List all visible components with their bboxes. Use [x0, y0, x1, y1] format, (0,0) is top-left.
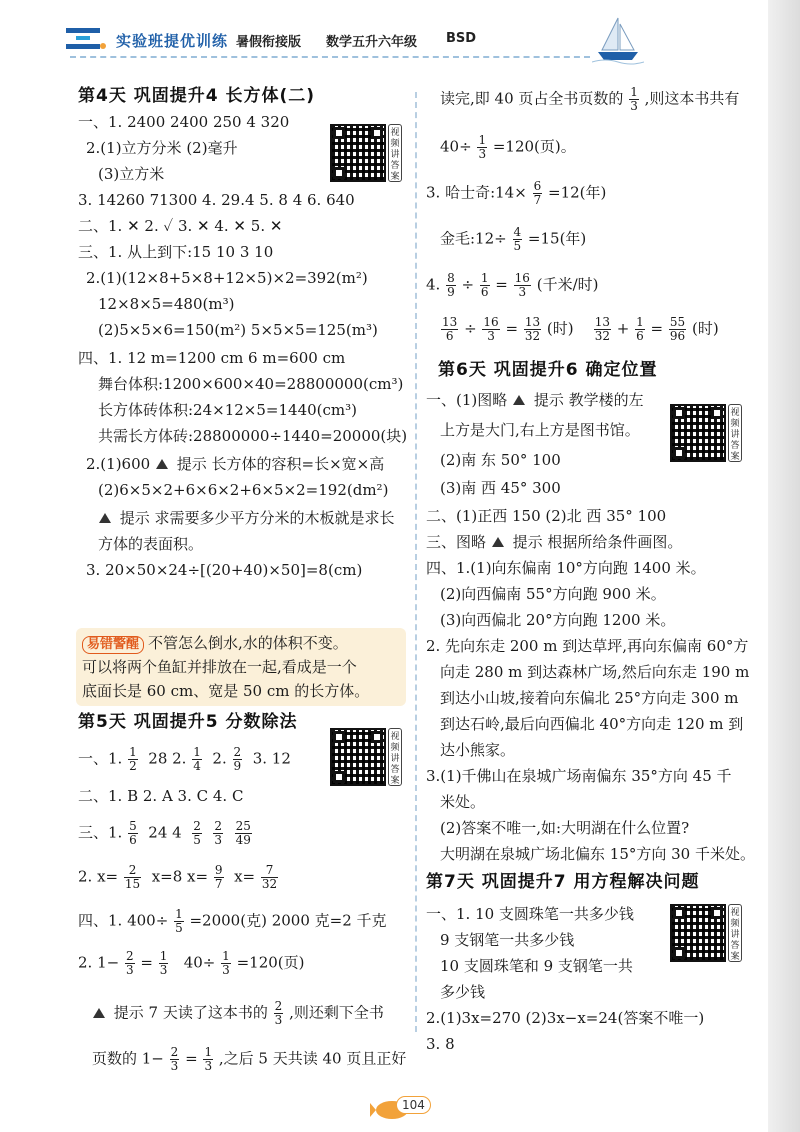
answer-line: 2.(1)(12×8+5×8+12×5)×2=392(m²)	[86, 269, 368, 287]
qr-corner	[333, 167, 345, 179]
answer-line: 多少钱	[440, 983, 486, 1001]
numerator: 2	[233, 745, 242, 759]
answer-text: 3. 12	[252, 749, 291, 768]
hint-text: 提示 7 天读了这本书的	[113, 1003, 268, 1022]
answer-text: 4.	[426, 275, 441, 294]
answer-text: 2.(1)600	[86, 455, 151, 473]
answer-line: 米处。	[440, 793, 486, 811]
hint-line	[440, 134, 766, 180]
denominator: 3	[487, 329, 495, 343]
warning-line	[82, 632, 348, 654]
answer-text: =120(页)	[236, 953, 305, 972]
hint-icon	[98, 512, 112, 524]
qr-corner	[333, 127, 345, 139]
fraction	[513, 226, 523, 253]
fraction	[235, 820, 252, 847]
answer-text: 24 4	[148, 823, 182, 842]
numerator: 2	[124, 864, 141, 878]
denominator: 3	[214, 833, 223, 847]
fraction	[128, 820, 138, 847]
answer-line: (3)立方米	[98, 165, 165, 183]
answer-line: 2. 先向东走 200 m 到达草坪,再向东偏南 60°方	[426, 637, 749, 655]
answer-line: 3. 8	[426, 1035, 455, 1053]
hint-icon	[491, 536, 505, 548]
denominator: 9	[447, 285, 455, 299]
answer-text: =2000(克) 2000 克=2 千克	[189, 911, 387, 930]
answer-line	[86, 454, 408, 480]
edition-label: 暑假衔接版	[236, 35, 302, 50]
answer-line	[440, 316, 766, 360]
hint-text: 提示 长方体的容积=长×宽×高	[176, 455, 385, 473]
hint-line	[440, 86, 766, 134]
hint-text: 方体的表面积。	[98, 535, 204, 553]
fraction	[174, 908, 184, 935]
numerator: 2	[125, 949, 134, 963]
numerator: 1	[129, 745, 137, 759]
answer-text: 金毛:12÷	[440, 229, 507, 248]
fraction	[446, 272, 456, 299]
column-divider	[415, 92, 417, 1032]
fraction	[629, 86, 639, 113]
numerator: 13	[594, 315, 610, 329]
numerator: 2	[170, 1045, 179, 1059]
section-title-day7: 第7天 巩固提升7 用方程解决问题	[426, 872, 700, 892]
answer-text: =	[140, 953, 153, 972]
hint-icon	[92, 1007, 106, 1019]
numerator: 16	[483, 315, 499, 329]
numerator: 1	[478, 133, 487, 147]
qr-corner	[673, 907, 685, 919]
numerator: 1	[480, 271, 489, 285]
answer-line: 2.(1)3x=270 (2)3x−x=24(答案不唯一)	[426, 1009, 705, 1027]
denominator: 9	[233, 759, 242, 773]
numerator: 2	[214, 819, 223, 833]
qr-corner	[673, 947, 685, 959]
denominator: 32	[524, 329, 541, 343]
answer-line: 到达石岭,最后向西偏北 40°方向走 120 m 到	[440, 715, 744, 733]
warning-text: 底面长是 60 cm、宽是 50 cm 的长方体。	[82, 682, 370, 700]
answer-line: 向走 280 m 到达森林广场,然后向东走 190 m	[440, 663, 750, 681]
header-rule	[70, 56, 590, 58]
answer-line: 长方体砖体积:24×12×5=1440(cm³)	[98, 401, 357, 419]
qr-corner	[673, 407, 685, 419]
denominator: 3	[204, 1059, 213, 1073]
hint-text: ,则还剩下全书	[289, 1003, 384, 1022]
answer-line	[98, 508, 408, 534]
qr-corner	[371, 127, 383, 139]
fraction	[533, 180, 543, 207]
denominator: 4	[193, 759, 201, 773]
answer-text: x=	[234, 867, 256, 886]
answer-text: 一、(1)图略	[426, 391, 508, 409]
numerator: 5	[129, 819, 137, 833]
answer-text: 3. 哈士奇:14×	[426, 183, 527, 202]
denominator: 7	[533, 193, 542, 207]
answer-line: 四、1. 12 m=1200 cm 6 m=600 cm	[78, 349, 346, 367]
fraction	[514, 272, 531, 299]
hint-text: ,之后 5 天共读 40 页且正好	[218, 1049, 407, 1068]
answer-line: (3)向西偏北 20°方向跑 1200 米。	[440, 611, 676, 629]
fraction	[203, 1046, 213, 1073]
video-answer-label: 视频讲答案	[388, 728, 402, 786]
numerator: 1	[175, 907, 183, 921]
answer-line: 12×8×5=480(m³)	[98, 295, 235, 313]
numerator: 1	[159, 949, 168, 963]
numerator: 1	[222, 949, 230, 963]
video-answer-label: 视频讲答案	[728, 904, 742, 962]
hint-text: 页数的 1−	[92, 1049, 164, 1068]
answer-text: 2.	[212, 749, 227, 768]
qr-corner	[333, 731, 345, 743]
denominator: 32	[261, 877, 278, 891]
qr-corner	[333, 771, 345, 783]
answer-text: 四、1. 400÷	[78, 911, 169, 930]
fraction	[214, 864, 224, 891]
answer-text: 28 2.	[148, 749, 187, 768]
denominator: 3	[125, 963, 134, 977]
hint-icon	[512, 394, 526, 406]
numerator: 2	[274, 999, 283, 1013]
answer-line: 2.(1)立方分米 (2)毫升	[86, 139, 238, 157]
answer-line: 达小熊家。	[440, 741, 516, 759]
answer-line	[78, 908, 408, 950]
qr-corner	[711, 407, 723, 419]
publisher-code: BSD	[446, 31, 477, 46]
answer-line: 三、1. 从上到下:15 10 3 10	[78, 243, 274, 261]
answer-line: 二、(1)正西 150 (2)北 西 35° 100	[426, 507, 667, 525]
answer-line	[440, 226, 766, 272]
answer-text: =12(年)	[548, 183, 607, 202]
numerator: 1	[204, 1045, 213, 1059]
denominator: 3	[478, 147, 487, 161]
answer-line: 3. 20×50×24÷[(20+40)×50]=8(cm)	[86, 561, 363, 579]
answer-line	[426, 272, 766, 316]
fraction	[233, 746, 243, 773]
video-answer-label: 视频讲答案	[388, 124, 402, 182]
denominator: 96	[669, 329, 686, 343]
fraction	[192, 746, 202, 773]
denominator: 15	[124, 877, 141, 891]
numerator: 1	[636, 315, 644, 329]
page-number: 104	[396, 1096, 431, 1114]
qr-code-day6[interactable]	[670, 404, 740, 462]
answer-line: 舞台体积:1200×600×40=28800000(cm³)	[98, 375, 404, 393]
qr-corner	[673, 447, 685, 459]
answer-line: (2)南 东 50° 100	[440, 451, 561, 469]
warning-text: 可以将两个鱼缸并排放在一起,看成是一个	[82, 658, 357, 676]
page-edge	[768, 0, 800, 1132]
fraction	[261, 864, 278, 891]
answer-line: 共需长方体砖:28800000÷1440=20000(块)	[98, 427, 408, 445]
answer-line: (2)向西偏南 55°方向跑 900 米。	[440, 585, 666, 603]
hint-icon	[155, 458, 169, 470]
answer-text: (时)	[546, 319, 574, 338]
fraction	[480, 272, 490, 299]
section-title-day6: 第6天 巩固提升6 确定位置	[438, 360, 658, 380]
brand-logo-icon	[66, 24, 106, 54]
hint-text: ,则这本书共有	[644, 89, 740, 108]
answer-line	[78, 864, 408, 908]
qr-code-day4[interactable]	[330, 124, 400, 182]
denominator: 5	[175, 921, 183, 935]
denominator: 3	[159, 963, 168, 977]
hint-text: 提示 根据所给条件画图。	[512, 533, 683, 551]
section-title-day5: 第5天 巩固提升5 分数除法	[78, 712, 298, 732]
hint-text: =120(页)。	[492, 137, 576, 156]
denominator: 49	[235, 833, 251, 847]
fraction	[441, 316, 458, 343]
denominator: 5	[513, 239, 522, 253]
denominator: 3	[630, 99, 638, 113]
answer-line	[426, 180, 766, 226]
numerator: 2	[193, 819, 201, 833]
answer-line: 四、1.(1)向东偏南 10°方向跑 1400 米。	[426, 559, 706, 577]
qr-corner	[711, 907, 723, 919]
page-header	[0, 0, 800, 78]
denominator: 6	[480, 285, 489, 299]
numerator: 9	[214, 863, 223, 877]
section-title-day4: 第4天 巩固提升4 长方体(二)	[78, 86, 316, 106]
answer-text: 2. x=	[78, 867, 119, 886]
answer-line	[78, 820, 408, 864]
answer-line: (3)南 西 45° 300	[440, 479, 561, 497]
hint-text: 上方是大门,右上方是图书馆。	[440, 421, 640, 439]
fraction	[477, 134, 487, 161]
numerator: 6	[533, 179, 542, 193]
denominator: 6	[636, 329, 644, 343]
denominator: 32	[594, 329, 610, 343]
fraction	[170, 1046, 180, 1073]
warning-tag: 易错警醒	[82, 636, 144, 654]
denominator: 3	[518, 285, 527, 299]
answer-text: 2. 1−	[78, 953, 120, 972]
denominator: 3	[222, 963, 230, 977]
denominator: 6	[445, 329, 454, 343]
answer-line: 到达小山坡,接着向东偏北 25°方向走 300 m	[440, 689, 739, 707]
numerator: 55	[669, 315, 686, 329]
denominator: 6	[129, 833, 137, 847]
grade-label: 数学五升六年级	[326, 35, 418, 50]
answer-line: 一、1. 2400 2400 250 4 320	[78, 113, 290, 131]
numerator: 4	[513, 225, 522, 239]
answer-line: 10 支圆珠笔和 9 支钢笔一共	[440, 957, 633, 975]
answer-line: (2)答案不唯一,如:大明湖在什么位置?	[440, 819, 690, 837]
answer-line: 二、1. B 2. A 3. C 4. C	[78, 787, 244, 805]
hint-line	[92, 1000, 408, 1046]
fraction	[669, 316, 686, 343]
denominator: 3	[274, 1013, 283, 1027]
fraction	[124, 864, 141, 891]
answer-text: 40÷	[183, 953, 216, 972]
answer-line: 9 支钢笔一共多少钱	[440, 931, 575, 949]
denominator: 5	[193, 833, 201, 847]
mistake-warning-box	[76, 628, 406, 706]
answer-text: =	[495, 275, 508, 294]
hint-text: 读完,即 40 页占全书页数的	[440, 89, 624, 108]
hint-text: 40÷	[440, 137, 472, 156]
numerator: 25	[235, 819, 251, 833]
video-answer-label: 视频讲答案	[728, 404, 742, 462]
numerator: 13	[442, 315, 458, 329]
answer-text: (时)	[691, 319, 719, 338]
answer-text: ÷	[461, 275, 475, 294]
answer-line	[78, 950, 408, 1000]
fraction	[635, 316, 645, 343]
numerator: 8	[447, 271, 455, 285]
fraction	[159, 950, 169, 977]
fraction	[192, 820, 202, 847]
answer-text: 三、1.	[78, 823, 123, 842]
answer-text: =	[505, 319, 519, 338]
answer-text: +	[616, 319, 630, 338]
answer-text: 一、1.	[78, 749, 123, 768]
answer-line	[426, 532, 766, 558]
answer-line: 一、1. 10 支圆珠笔一共多少钱	[426, 905, 634, 923]
hint-text: 提示 求需要多少平方分米的木板就是求长	[119, 509, 395, 527]
fraction	[125, 950, 135, 977]
numerator: 13	[524, 315, 541, 329]
numerator: 16	[514, 271, 530, 285]
hint-text: 提示 教学楼的左	[533, 391, 644, 409]
answer-text: x=8 x=	[151, 867, 209, 886]
brand-title: 实验班提优训练	[116, 32, 229, 50]
qr-code-day7[interactable]	[670, 904, 740, 962]
numerator: 1	[193, 745, 201, 759]
hint-text: =	[185, 1049, 198, 1068]
fraction	[128, 746, 138, 773]
qr-corner	[371, 731, 383, 743]
qr-code-day5[interactable]	[330, 728, 400, 786]
fraction	[524, 316, 541, 343]
answer-line: (2)6×5×2+6×6×2+6×5×2=192(dm²)	[98, 481, 389, 499]
denominator: 7	[214, 877, 223, 891]
answer-text: (千米/时)	[536, 275, 599, 294]
answer-line: 3.(1)千佛山在泉城广场南偏东 35°方向 45 千	[426, 767, 732, 785]
fraction	[221, 950, 231, 977]
hint-line	[92, 1046, 408, 1090]
answer-line: (2)5×5×6=150(m²) 5×5×5=125(m³)	[98, 321, 378, 339]
denominator: 3	[170, 1059, 179, 1073]
answer-line: 3. 14260 71300 4. 29.4 5. 8 4 6. 640	[78, 191, 355, 209]
answer-line: 大明湖在泉城广场北偏东 15°方向 30 千米处。	[440, 845, 755, 863]
fraction	[213, 820, 223, 847]
fraction	[594, 316, 611, 343]
fraction	[482, 316, 499, 343]
answer-text: =15(年)	[527, 229, 587, 248]
sailboat-icon	[592, 14, 644, 66]
warning-text: 不管怎么倒水,水的体积不变。	[148, 634, 348, 652]
numerator: 1	[630, 85, 638, 99]
answer-text: ÷	[464, 319, 477, 338]
fraction	[274, 1000, 284, 1027]
denominator: 2	[129, 759, 137, 773]
answer-text: =	[650, 319, 664, 338]
numerator: 7	[261, 864, 278, 878]
answer-line: 二、1. ✕ 2. ✓ 3. ✕ 4. ✕ 5. ✕	[78, 217, 283, 235]
answer-text: 三、图略	[426, 533, 487, 551]
